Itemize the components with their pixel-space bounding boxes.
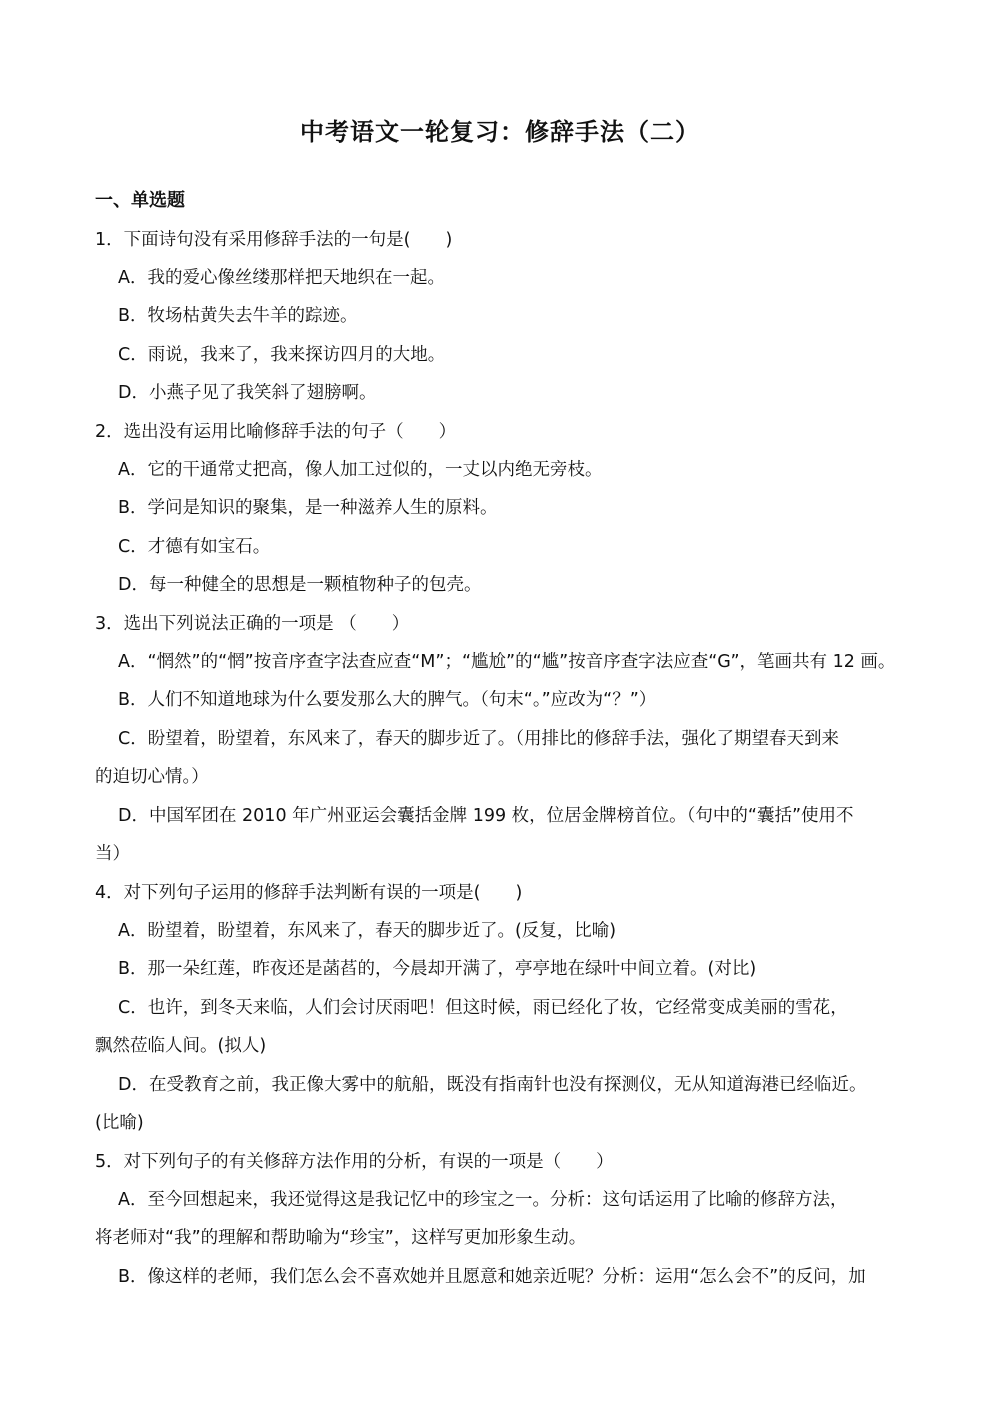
option-c: C．也许，到冬天来临，人们会讨厌雨吧！但这时候，雨已经化了妆，它经常变成美丽的雪花， xyxy=(118,998,848,1018)
option-d: D．在受教育之前，我正像大雾中的航船，既没有指南针也没有探测仪，无从知道海港已经临近。 xyxy=(118,1075,867,1095)
option-a: A．“惘然”的“惘”按音序查字法查应查“M”；“尴尬”的“尴”按音序查字法应查“G”，笔画共有 12 画。 xyxy=(118,652,896,672)
option-b: B．像这样的老师，我们怎么会不喜欢她并且愿意和她亲近呢？分析：运用“怎么会不”的反问，加 xyxy=(118,1267,866,1287)
option-c: C．盼望着，盼望着，东风来了，春天的脚步近了。（用排比的修辞手法，强化了期望春天到来 xyxy=(118,729,839,749)
option-b: B．那一朵红莲，昨夜还是菡萏的，今晨却开满了，亭亭地在绿叶中间立着。(对比) xyxy=(118,959,757,979)
option-c: C．雨说，我来了，我来探访四月的大地。 xyxy=(118,345,446,365)
option-c-continued: 飘然莅临人间。(拟人) xyxy=(95,1036,267,1056)
option-d: D．中国军团在 2010 年广州亚运会囊括金牌 199 枚，位居金牌榜首位。（句中的“囊括”使用不 xyxy=(118,806,854,826)
option-a: A．至今回想起来，我还觉得这是我记忆中的珍宝之一。分析：这句话运用了比喻的修辞方法， xyxy=(118,1190,848,1210)
question-stem: 3．选出下列说法正确的一项是 （ ） xyxy=(95,614,410,634)
option-a-continued: 将老师对“我”的理解和帮助喻为“珍宝”，这样写更加形象生动。 xyxy=(95,1228,587,1248)
question-stem: 1．下面诗句没有采用修辞手法的一句是( ) xyxy=(95,230,453,250)
option-b: B．牧场枯黄失去牛羊的踪迹。 xyxy=(118,306,358,326)
option-a: A．我的爱心像丝缕那样把天地织在一起。 xyxy=(118,268,445,288)
page-title: 中考语文一轮复习：修辞手法（二） xyxy=(300,118,700,146)
question-stem: 2．选出没有运用比喻修辞手法的句子（ ） xyxy=(95,422,457,442)
option-a: A．它的干通常丈把高，像人加工过似的，一丈以内绝无旁枝。 xyxy=(118,460,603,480)
option-b: B．学问是知识的聚集，是一种滋养人生的原料。 xyxy=(118,498,498,518)
option-b: B．人们不知道地球为什么要发那么大的脾气。（句末“。”应改为“？”） xyxy=(118,690,657,710)
question-stem: 5．对下列句子的有关修辞方法作用的分析，有误的一项是（ ） xyxy=(95,1152,614,1172)
option-d-continued: 当） xyxy=(95,844,130,864)
option-c: C．才德有如宝石。 xyxy=(118,537,271,557)
option-c-continued: 的迫切心情。） xyxy=(95,767,209,787)
option-d: D．小燕子见了我笑斜了翅膀啊。 xyxy=(118,383,377,403)
option-a: A．盼望着，盼望着，东风来了，春天的脚步近了。(反复，比喻) xyxy=(118,921,617,941)
question-stem: 4．对下列句子运用的修辞手法判断有误的一项是( ) xyxy=(95,883,523,903)
option-d-continued: (比喻) xyxy=(95,1113,144,1133)
option-d: D．每一种健全的思想是一颗植物种子的包壳。 xyxy=(118,575,482,595)
section-heading: 一、单选题 xyxy=(95,190,185,211)
